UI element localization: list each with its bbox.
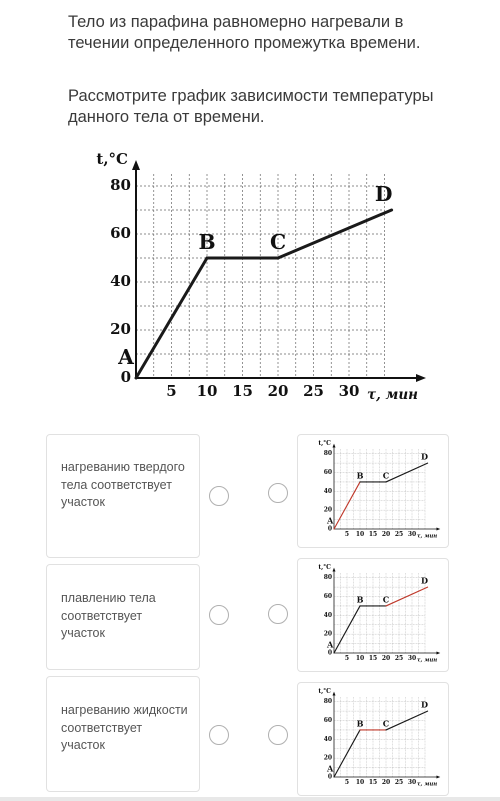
x-tick-label: 15 — [368, 531, 378, 539]
y-tick-label: 0 — [327, 649, 333, 657]
radio-option-1-b[interactable] — [268, 483, 288, 503]
y-tick-label: 80 — [323, 574, 333, 582]
point-label-B: B — [198, 230, 216, 254]
statement-card-3 — [46, 676, 200, 792]
x-tick-label: 5 — [344, 531, 350, 539]
x-tick-label: 10 — [355, 655, 365, 663]
y-tick-label: 60 — [323, 593, 333, 601]
y-tick-label: 0 — [327, 525, 333, 533]
point-label-A: A — [327, 515, 334, 526]
statement-card-2 — [46, 564, 200, 670]
mini-chart-2 — [298, 559, 448, 671]
y-tick-label: 80 — [110, 176, 131, 194]
question-prompt: Рассмотрите график зависимости температуры данного тела от времени. — [68, 87, 434, 126]
y-axis-label: t,°C — [318, 440, 331, 448]
x-tick-label: 10 — [196, 382, 218, 400]
grid — [334, 449, 425, 529]
y-tick-label: 60 — [110, 224, 131, 242]
y-tick-label: 0 — [120, 368, 131, 386]
x-axis-label: τ, мин — [416, 533, 438, 540]
y-tick-label: 80 — [323, 450, 333, 458]
radio-option-1-a[interactable] — [209, 486, 229, 506]
x-axis-arrow — [436, 775, 440, 778]
x-tick-label: 15 — [368, 655, 378, 663]
x-tick-label: 20 — [381, 779, 391, 787]
x-tick-label: 30 — [338, 382, 360, 400]
y-axis-arrow — [332, 568, 335, 572]
x-tick-label: 30 — [407, 779, 417, 787]
y-tick-label: 20 — [323, 506, 333, 514]
point-label-D: D — [374, 182, 393, 206]
question-intro: Тело из парафина равномерно нагревали в течении определенного промежутка времени. — [68, 13, 421, 52]
x-tick-label: 30 — [407, 531, 417, 539]
point-label-B: B — [356, 594, 364, 605]
y-axis-label: t,°C — [318, 564, 331, 572]
x-axis-label: τ, мин — [416, 657, 438, 664]
y-tick-label: 20 — [323, 630, 333, 638]
statement-text-2: плавлению тела соответствует участок — [61, 591, 156, 640]
point-label-C: C — [382, 470, 390, 481]
x-axis-arrow — [436, 651, 440, 654]
x-tick-label: 25 — [303, 382, 324, 400]
point-label-B: B — [356, 470, 364, 481]
point-label-C: C — [382, 718, 390, 729]
y-axis-label: t,°C — [318, 688, 331, 696]
y-axis-arrow — [332, 444, 335, 448]
y-tick-label: 40 — [110, 272, 131, 290]
point-label-D: D — [421, 451, 429, 462]
statement-card-1 — [46, 434, 200, 558]
answer-card-1 — [297, 434, 449, 548]
x-axis-label: τ, мин — [416, 781, 438, 788]
point-label-C: C — [382, 594, 390, 605]
point-label-A: A — [327, 763, 334, 774]
point-label-D: D — [421, 575, 429, 586]
statement-text-3: нагреванию жидкости соответствует участок — [61, 703, 188, 752]
y-tick-label: 40 — [323, 611, 333, 619]
y-tick-label: 20 — [110, 320, 131, 338]
x-tick-label: 20 — [381, 531, 391, 539]
x-tick-label: 20 — [381, 655, 391, 663]
x-axis-arrow — [416, 374, 426, 382]
x-tick-label: 25 — [394, 655, 404, 663]
y-tick-label: 40 — [323, 487, 333, 495]
x-tick-label: 20 — [267, 382, 289, 400]
bottom-divider — [0, 797, 500, 801]
grid — [334, 697, 425, 777]
x-tick-label: 25 — [394, 531, 404, 539]
y-tick-label: 20 — [323, 754, 333, 762]
point-label-B: B — [356, 718, 364, 729]
x-axis-label: τ, мин — [367, 387, 418, 403]
answer-card-2 — [297, 558, 449, 672]
x-tick-label: 15 — [232, 382, 253, 400]
grid — [334, 573, 425, 653]
x-tick-label: 10 — [355, 531, 365, 539]
x-tick-label: 15 — [368, 779, 378, 787]
answer-card-3 — [297, 682, 449, 796]
mini-chart-3 — [298, 683, 448, 795]
y-tick-label: 40 — [323, 735, 333, 743]
mini-chart-1 — [298, 435, 448, 547]
point-label-A: A — [327, 639, 334, 650]
x-tick-label: 10 — [355, 779, 365, 787]
radio-option-3-a[interactable] — [209, 725, 229, 745]
y-axis-arrow — [132, 160, 140, 170]
statement-text-1: нагреванию твердого тела соответствует участок — [61, 460, 185, 509]
x-tick-label: 5 — [344, 655, 350, 663]
point-label-D: D — [421, 699, 429, 710]
x-tick-label: 30 — [407, 655, 417, 663]
y-axis-arrow — [332, 692, 335, 696]
point-label-A: A — [118, 345, 134, 369]
x-tick-label: 5 — [344, 779, 350, 787]
radio-option-3-b[interactable] — [268, 725, 288, 745]
segment-CD — [278, 210, 392, 258]
y-tick-label: 60 — [323, 717, 333, 725]
radio-option-2-a[interactable] — [209, 605, 229, 625]
radio-option-2-b[interactable] — [268, 604, 288, 624]
temperature-time-chart — [70, 138, 430, 418]
x-tick-label: 5 — [166, 382, 177, 400]
y-tick-label: 0 — [327, 773, 333, 781]
point-label-C: C — [269, 230, 287, 254]
x-axis-arrow — [436, 527, 440, 530]
x-tick-label: 25 — [394, 779, 404, 787]
grid — [136, 174, 385, 378]
y-axis-label: t,°C — [96, 150, 128, 168]
y-tick-label: 60 — [323, 469, 333, 477]
y-tick-label: 80 — [323, 698, 333, 706]
